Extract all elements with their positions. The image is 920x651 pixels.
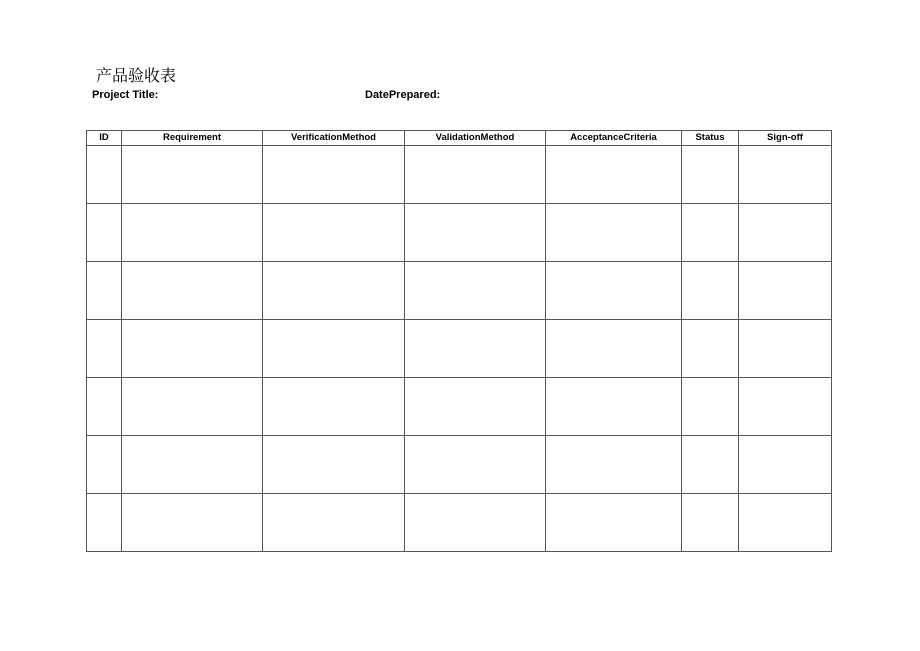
cell-verification-method[interactable] (263, 494, 405, 552)
cell-acceptance-criteria[interactable] (546, 378, 682, 436)
cell-acceptance-criteria[interactable] (546, 262, 682, 320)
header-requirement: Requirement (122, 131, 263, 146)
cell-sign-off[interactable] (739, 204, 832, 262)
cell-sign-off[interactable] (739, 436, 832, 494)
cell-status[interactable] (682, 204, 739, 262)
cell-id[interactable] (87, 436, 122, 494)
cell-validation-method[interactable] (405, 494, 546, 552)
project-title-label: Project Title: (92, 89, 159, 101)
cell-verification-method[interactable] (263, 436, 405, 494)
cell-id[interactable] (87, 494, 122, 552)
cell-verification-method[interactable] (263, 204, 405, 262)
cell-acceptance-criteria[interactable] (546, 494, 682, 552)
cell-requirement[interactable] (122, 262, 263, 320)
cell-validation-method[interactable] (405, 146, 546, 204)
cell-status[interactable] (682, 146, 739, 204)
header-acceptance-criteria: AcceptanceCriteria (546, 131, 682, 146)
cell-verification-method[interactable] (263, 262, 405, 320)
acceptance-table (86, 130, 832, 552)
cell-status[interactable] (682, 378, 739, 436)
cell-id[interactable] (87, 204, 122, 262)
cell-validation-method[interactable] (405, 262, 546, 320)
header-validation-method: ValidationMethod (405, 131, 546, 146)
cell-verification-method[interactable] (263, 146, 405, 204)
cell-id[interactable] (87, 262, 122, 320)
cell-requirement[interactable] (122, 320, 263, 378)
table-row (87, 204, 832, 262)
cell-validation-method[interactable] (405, 378, 546, 436)
header-verification-method: VerificationMethod (263, 131, 405, 146)
table-row (87, 146, 832, 204)
cell-acceptance-criteria[interactable] (546, 320, 682, 378)
cell-id[interactable] (87, 146, 122, 204)
table-row (87, 262, 832, 320)
table-row (87, 320, 832, 378)
cell-sign-off[interactable] (739, 378, 832, 436)
cell-requirement[interactable] (122, 146, 263, 204)
table-row (87, 494, 832, 552)
header-status: Status (682, 131, 739, 146)
header-id: ID (87, 131, 122, 146)
cell-sign-off[interactable] (739, 262, 832, 320)
cell-id[interactable] (87, 378, 122, 436)
table-header-row (87, 131, 832, 146)
date-prepared-label: DatePrepared: (365, 89, 441, 101)
cell-validation-method[interactable] (405, 436, 546, 494)
cell-validation-method[interactable] (405, 320, 546, 378)
cell-requirement[interactable] (122, 204, 263, 262)
cell-status[interactable] (682, 320, 739, 378)
cell-acceptance-criteria[interactable] (546, 204, 682, 262)
cell-requirement[interactable] (122, 494, 263, 552)
table-row (87, 378, 832, 436)
cell-acceptance-criteria[interactable] (546, 436, 682, 494)
cell-requirement[interactable] (122, 378, 263, 436)
cell-sign-off[interactable] (739, 320, 832, 378)
header-sign-off: Sign-off (739, 131, 832, 146)
cell-acceptance-criteria[interactable] (546, 146, 682, 204)
cell-sign-off[interactable] (739, 494, 832, 552)
cell-id[interactable] (87, 320, 122, 378)
cell-requirement[interactable] (122, 436, 263, 494)
cell-verification-method[interactable] (263, 320, 405, 378)
cell-validation-method[interactable] (405, 204, 546, 262)
cell-status[interactable] (682, 262, 739, 320)
cell-verification-method[interactable] (263, 378, 405, 436)
table-row (87, 436, 832, 494)
cell-sign-off[interactable] (739, 146, 832, 204)
document-title: 产品验收表 (96, 66, 177, 85)
cell-status[interactable] (682, 436, 739, 494)
cell-status[interactable] (682, 494, 739, 552)
